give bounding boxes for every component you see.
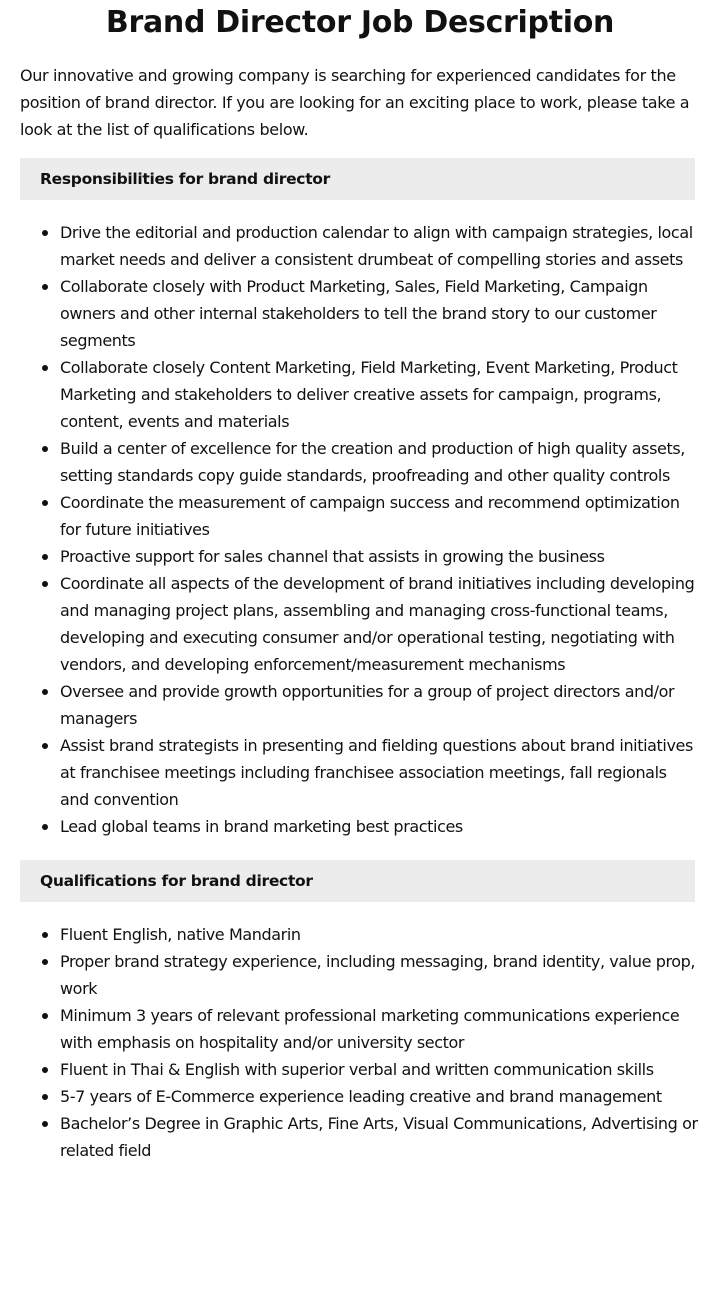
bullet-icon xyxy=(42,959,48,965)
bullet-icon xyxy=(42,500,48,506)
list-item xyxy=(60,732,700,813)
list-item xyxy=(60,1083,700,1110)
bullet-icon xyxy=(42,1013,48,1019)
list-item xyxy=(60,489,700,543)
list-item xyxy=(60,678,700,732)
list-item-text: Collaborate closely Content Marketing, Field Marketing, Event Marketing, Product Marketing and stakeholders to deliver creative assets for campaign, programs, content, events and materials xyxy=(60,358,678,431)
bullet-icon xyxy=(42,932,48,938)
list-item-text: Assist brand strategists in presenting and fielding questions about brand initiatives at franchisee meetings including franchisee association meetings, fall regionals and convention xyxy=(60,736,693,809)
qualifications-heading: Qualifications for brand director xyxy=(20,860,695,902)
list-item-text: Build a center of excellence for the creation and production of high quality assets, setting standards copy guide standards, proofreading and other quality controls xyxy=(60,439,685,485)
list-item-text: Drive the editorial and production calendar to align with campaign strategies, local market needs and deliver a consistent drumbeat of compelling stories and assets xyxy=(60,223,693,269)
bullet-icon xyxy=(42,230,48,236)
list-item-text: Proper brand strategy experience, including messaging, brand identity, value prop, work xyxy=(60,952,696,998)
list-item xyxy=(60,435,700,489)
bullet-icon xyxy=(42,824,48,830)
bullet-icon xyxy=(42,1094,48,1100)
bullet-icon xyxy=(42,1121,48,1127)
bullet-icon xyxy=(42,689,48,695)
list-item xyxy=(60,354,700,435)
list-item-text: Oversee and provide growth opportunities for a group of project directors and/or managers xyxy=(60,682,675,728)
page-title: Brand Director Job Description xyxy=(105,5,615,40)
list-item-text: Coordinate the measurement of campaign success and recommend optimization for future initiatives xyxy=(60,493,680,539)
bullet-icon xyxy=(42,581,48,587)
intro-paragraph: Our innovative and growing company is searching for experienced candidates for the position of brand director. If you are looking for an exciting place to work, please take a look at the list of qualifications below. xyxy=(20,66,690,139)
bullet-icon xyxy=(42,1067,48,1073)
bullet-icon xyxy=(42,284,48,290)
list-item xyxy=(60,813,700,840)
list-item-text: Lead global teams in brand marketing best practices xyxy=(60,817,463,836)
list-item-text: Fluent in Thai & English with superior verbal and written communication skills xyxy=(60,1060,654,1079)
list-item xyxy=(60,948,700,1002)
list-item-text: Collaborate closely with Product Marketing, Sales, Field Marketing, Campaign owners and other internal stakeholders to tell the brand story to our customer segments xyxy=(60,277,657,350)
list-item-text: Proactive support for sales channel that assists in growing the business xyxy=(60,547,605,566)
list-item-text: 5-7 years of E-Commerce experience leading creative and brand management xyxy=(60,1087,662,1106)
list-item xyxy=(60,219,700,273)
qualifications-list xyxy=(0,921,700,1164)
list-item-text: Bachelor’s Degree in Graphic Arts, Fine Arts, Visual Communications, Advertising or related field xyxy=(60,1114,698,1160)
bullet-icon xyxy=(42,554,48,560)
list-item xyxy=(60,1002,700,1056)
bullet-icon xyxy=(42,446,48,452)
list-item xyxy=(60,273,700,354)
list-item xyxy=(60,1056,700,1083)
bullet-icon xyxy=(42,365,48,371)
list-item xyxy=(60,921,700,948)
list-item-text: Minimum 3 years of relevant professional marketing communications experience with emphasis on hospitality and/or university sector xyxy=(60,1006,680,1052)
list-item xyxy=(60,543,700,570)
list-item xyxy=(60,570,700,678)
bullet-icon xyxy=(42,743,48,749)
responsibilities-heading: Responsibilities for brand director xyxy=(20,158,695,200)
list-item xyxy=(60,1110,700,1164)
responsibilities-list xyxy=(0,219,700,840)
list-item-text: Fluent English, native Mandarin xyxy=(60,925,301,944)
list-item-text: Coordinate all aspects of the development of brand initiatives including developing and managing project plans, assembling and managing cross-functional teams, developing and executing consumer and/or operational testing, negotiating with vendors, and developing enforcement/measurement mechanisms xyxy=(60,574,695,674)
